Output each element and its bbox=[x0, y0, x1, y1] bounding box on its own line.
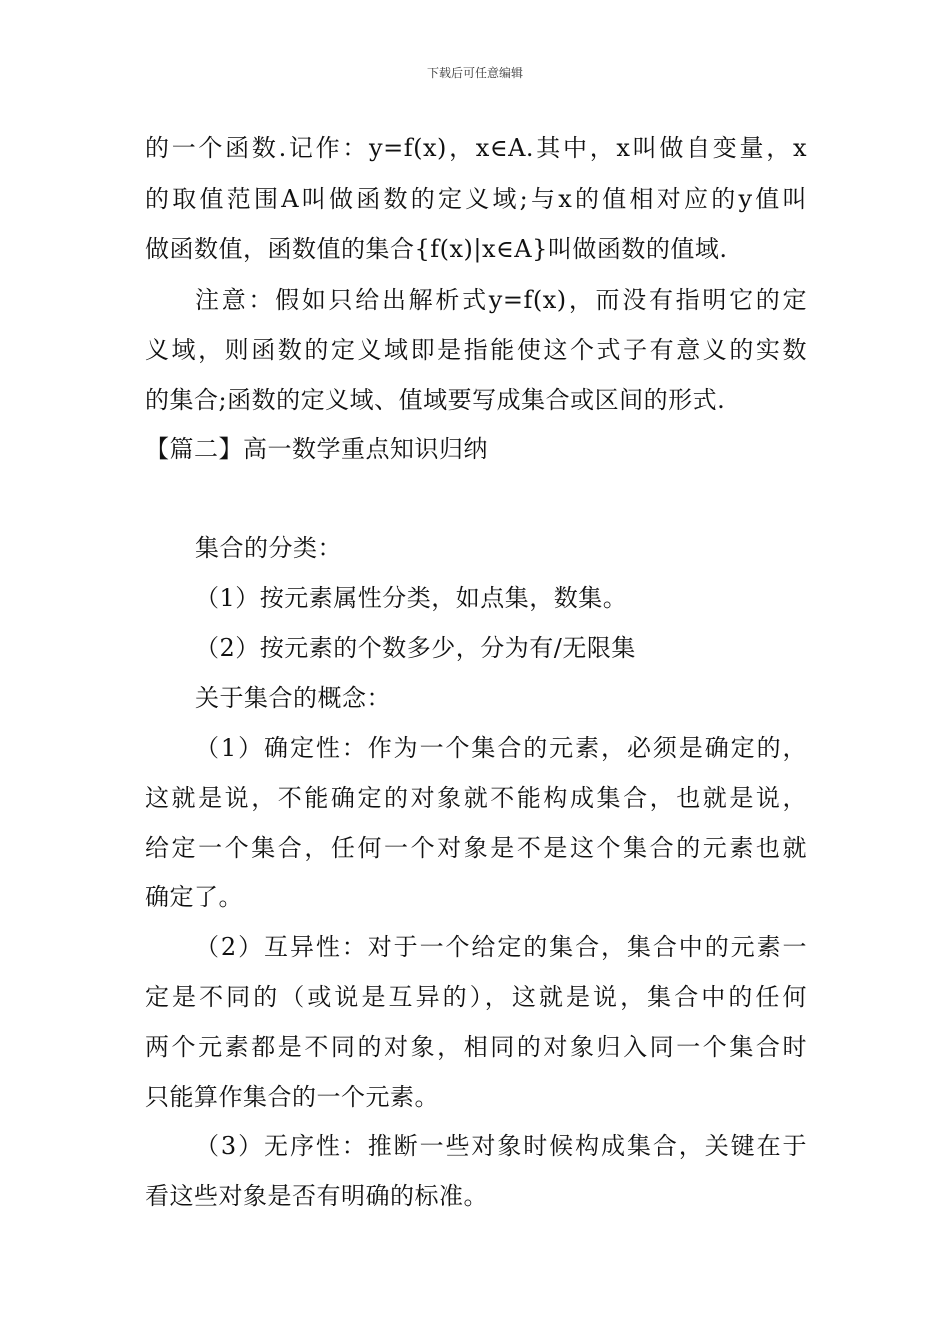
text-line: 做函数值，函数值的集合{f(x)|x∈A}叫做函数的值域. bbox=[145, 235, 728, 263]
text-line: 给定一个集合，任何一个对象是不是这个集合的元素也就 bbox=[145, 834, 807, 862]
text-line: 的取值范围A叫做函数的定义域;与x的值相对应的y值叫 bbox=[145, 185, 807, 213]
text-line: 看这些对象是否有明确的标准。 bbox=[145, 1182, 488, 1210]
text-line: （3）无序性：推断一些对象时候构成集合，关键在于 bbox=[195, 1132, 807, 1160]
text-line: 两个元素都是不同的对象，相同的对象归入同一个集合时 bbox=[145, 1033, 807, 1061]
text-line: 的集合;函数的定义域、值域要写成集合或区间的形式. bbox=[145, 386, 726, 414]
text-line: 这就是说，不能确定的对象就不能构成集合，也就是说， bbox=[145, 784, 807, 812]
text-line: 定是不同的（或说是互异的），这就是说，集合中的任何 bbox=[145, 983, 807, 1011]
text-line: （1）确定性：作为一个集合的元素，必须是确定的， bbox=[195, 734, 807, 762]
text-line: （2）互异性：对于一个给定的集合，集合中的元素一 bbox=[195, 933, 807, 961]
text-line: （2）按元素的个数多少，分为有/无限集 bbox=[195, 634, 636, 662]
text-line: 确定了。 bbox=[145, 883, 243, 911]
text-line: 的一个函数.记作：y=f(x)，x∈A.其中，x叫做自变量，x bbox=[145, 134, 807, 162]
text-line: 集合的分类： bbox=[195, 534, 342, 562]
section-heading: 【篇二】高一数学重点知识归纳 bbox=[145, 435, 488, 463]
text-line: 注意：假如只给出解析式y=f(x)，而没有指明它的定 bbox=[195, 286, 807, 314]
text-line: 关于集合的概念： bbox=[195, 684, 391, 712]
page-header: 下载后可任意编辑 bbox=[426, 66, 523, 80]
text-line: 义域，则函数的定义域即是指能使这个式子有意义的实数 bbox=[145, 336, 807, 364]
text-line: 只能算作集合的一个元素。 bbox=[145, 1083, 439, 1111]
text-line: （1）按元素属性分类，如点集，数集。 bbox=[195, 584, 628, 612]
